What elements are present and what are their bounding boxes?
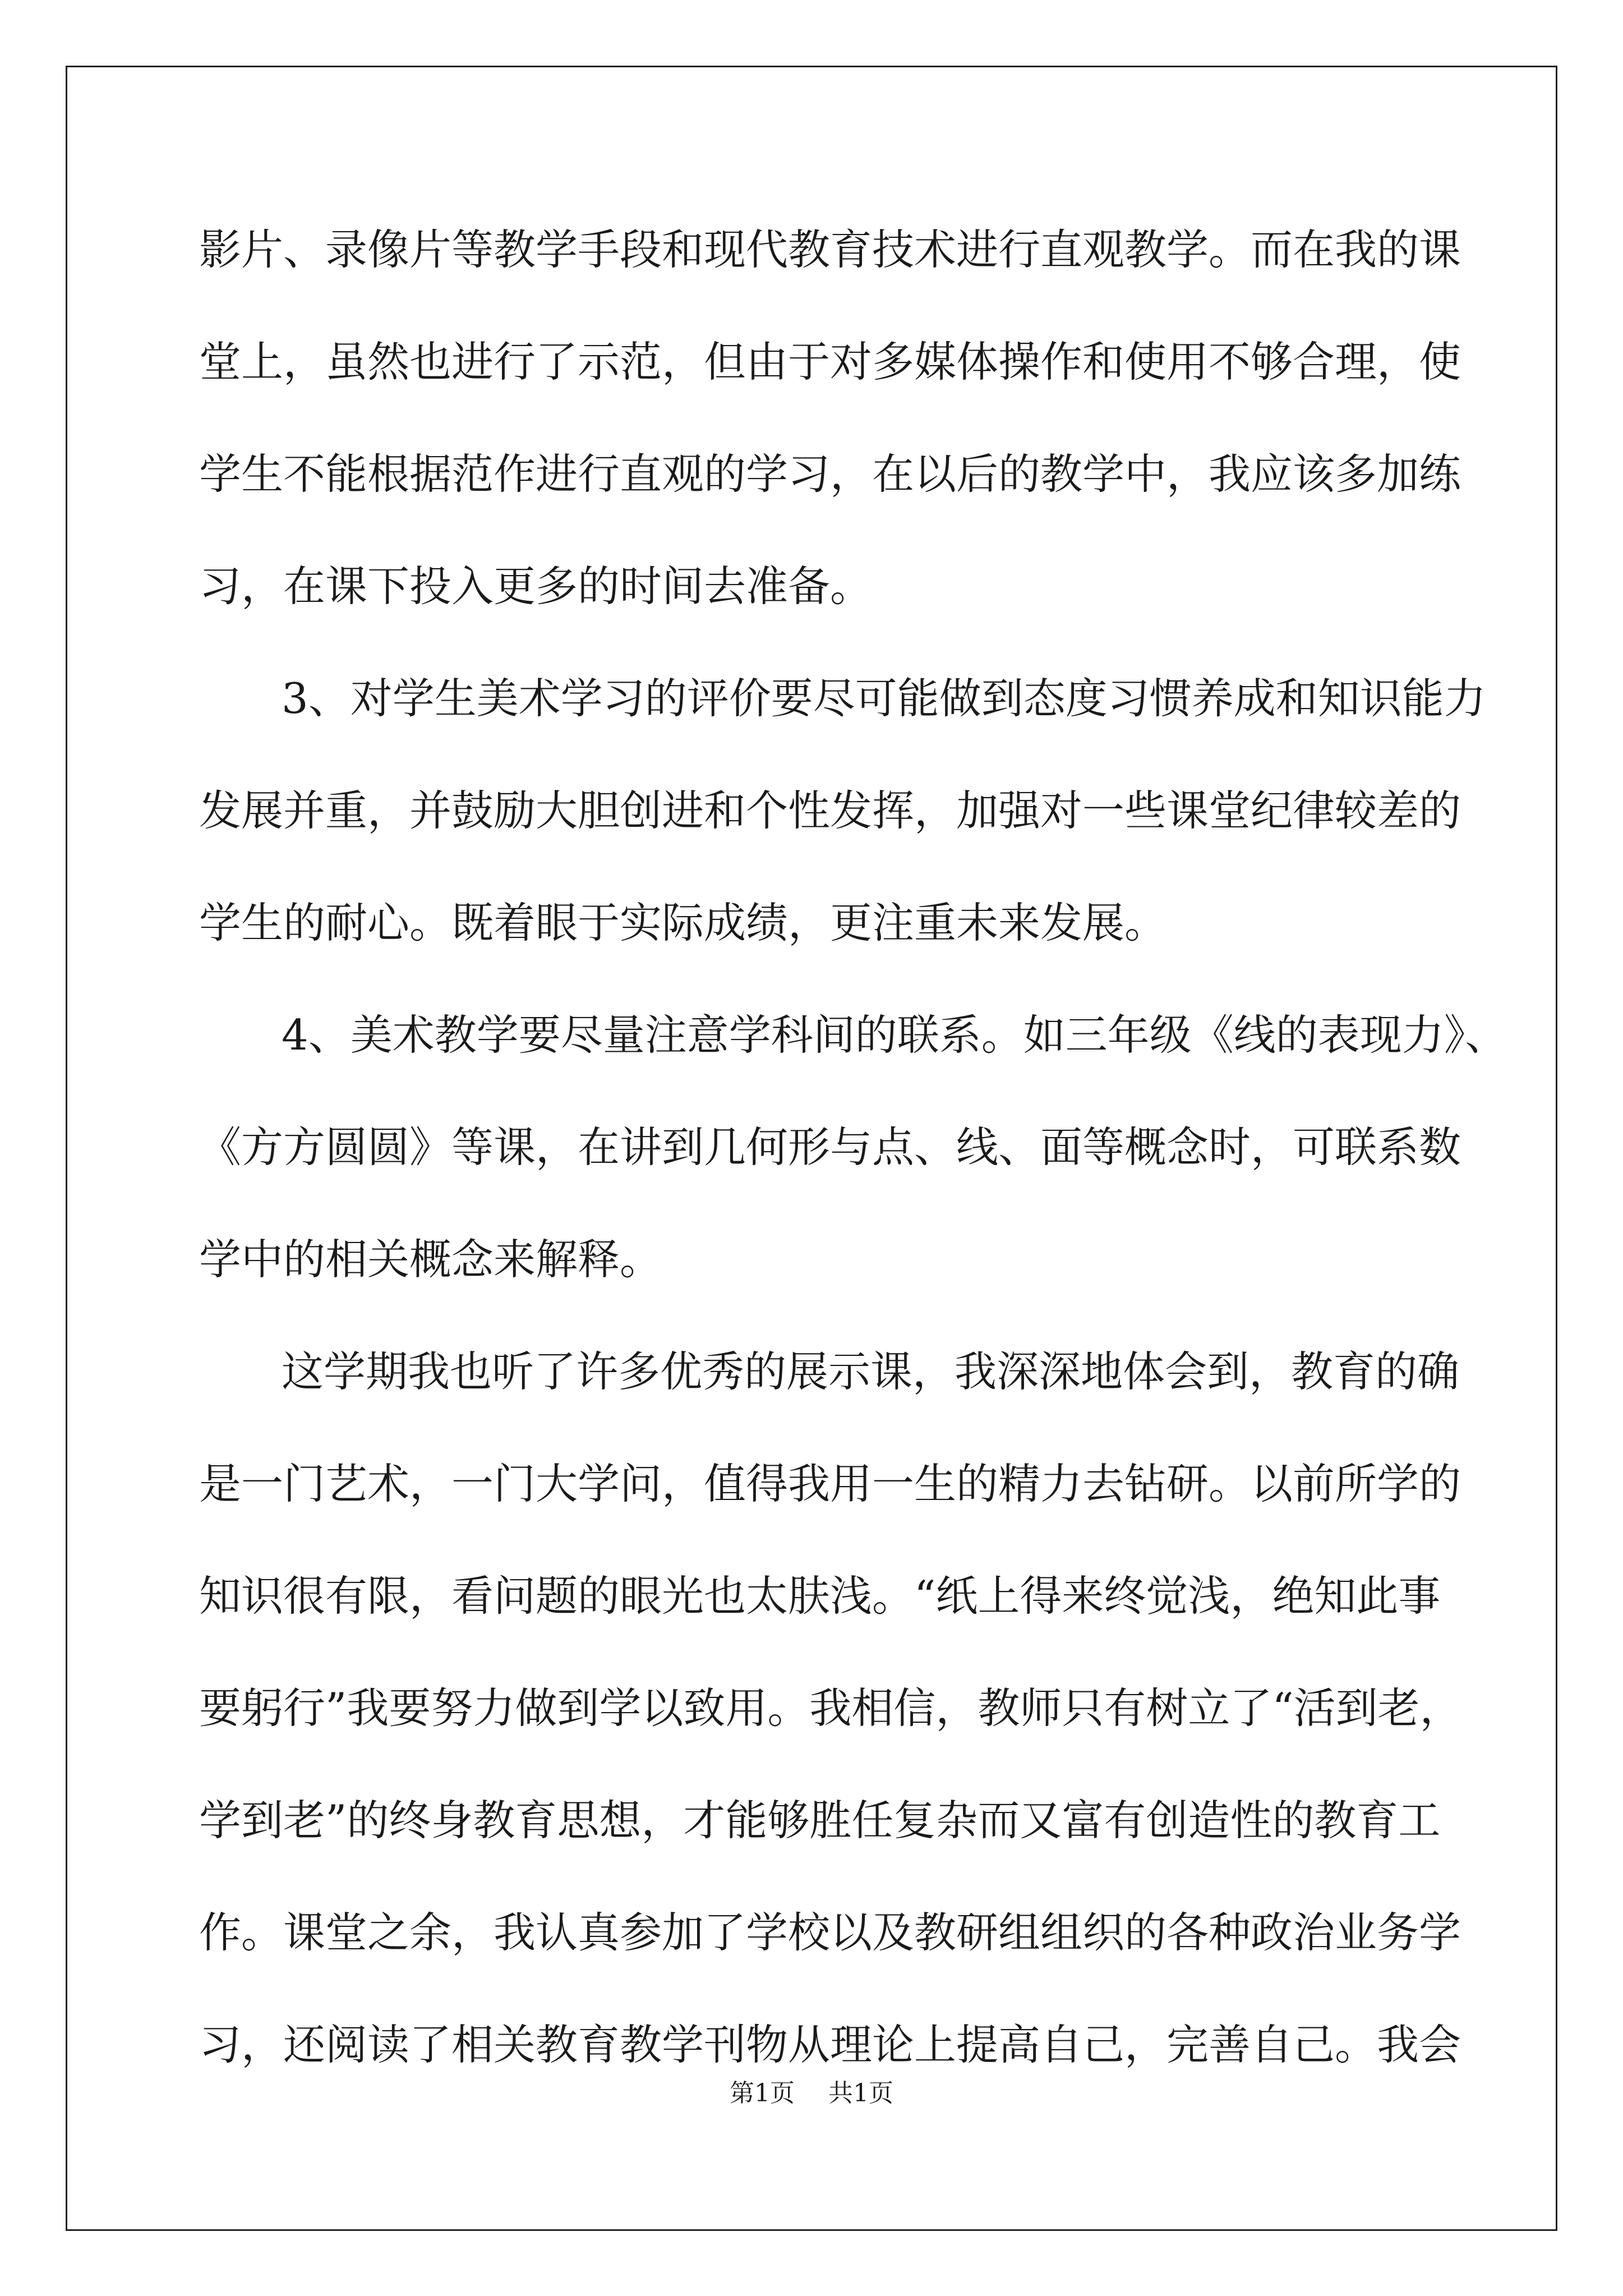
total-pages: 共1页 <box>828 2079 893 2108</box>
text-line: 堂上，虽然也进行了示范，但由于对多媒体操作和使用不够合理，使 <box>199 337 1461 386</box>
text-line: 学到老”的终身教育思想，才能够胜任复杂而又富有创造性的教育工 <box>199 1796 1441 1845</box>
text-line: 《方方圆圆》等课，在讲到几何形与点、线、面等概念时，可联系数 <box>199 1122 1461 1172</box>
text-line: 这学期我也听了许多优秀的展示课，我深深地体会到，教育的确 <box>282 1347 1460 1396</box>
text-line: 习，还阅读了相关教育教学刊物从理论上提高自己，完善自己。我会 <box>199 2020 1461 2069</box>
text-line: 4、美术教学要尽量注意学科间的联系。如三年级《线的表现力》、 <box>282 1010 1507 1060</box>
text-line: 学中的相关概念来解释。 <box>199 1235 662 1284</box>
text-line: 发展并重，并鼓励大胆创进和个性发挥，加强对一些课堂纪律较差的 <box>199 786 1461 835</box>
text-line: 学生不能根据范作进行直观的学习，在以后的教学中，我应该多加练 <box>199 449 1461 499</box>
text-line: 要躬行”我要努力做到学以致用。我相信，教师只有树立了“活到老， <box>199 1683 1462 1733</box>
text-line: 影片、录像片等教学手段和现代教育技术进行直观教学。而在我的课 <box>199 225 1461 274</box>
text-line: 学生的耐心。既着眼于实际成绩，更注重未来发展。 <box>199 898 1167 947</box>
text-line: 作。课堂之余，我认真参加了学校以及教研组组织的各种政治业务学 <box>199 1908 1461 1957</box>
text-line: 是一门艺术，一门大学问，值得我用一生的精力去钻研。以前所学的 <box>199 1459 1461 1508</box>
page-footer <box>0 2077 1623 2110</box>
text-line: 3、对学生美术学习的评价要尽可能做到态度习惯养成和知识能力 <box>282 674 1486 723</box>
text-line: 习，在课下投入更多的时间去准备。 <box>199 562 873 611</box>
document-body <box>199 222 1507 2129</box>
text-line: 知识很有限，看问题的眼光也太肤浅。“纸上得来终觉浅，绝知此事 <box>199 1571 1441 1621</box>
page-number: 第1页 <box>730 2079 795 2108</box>
